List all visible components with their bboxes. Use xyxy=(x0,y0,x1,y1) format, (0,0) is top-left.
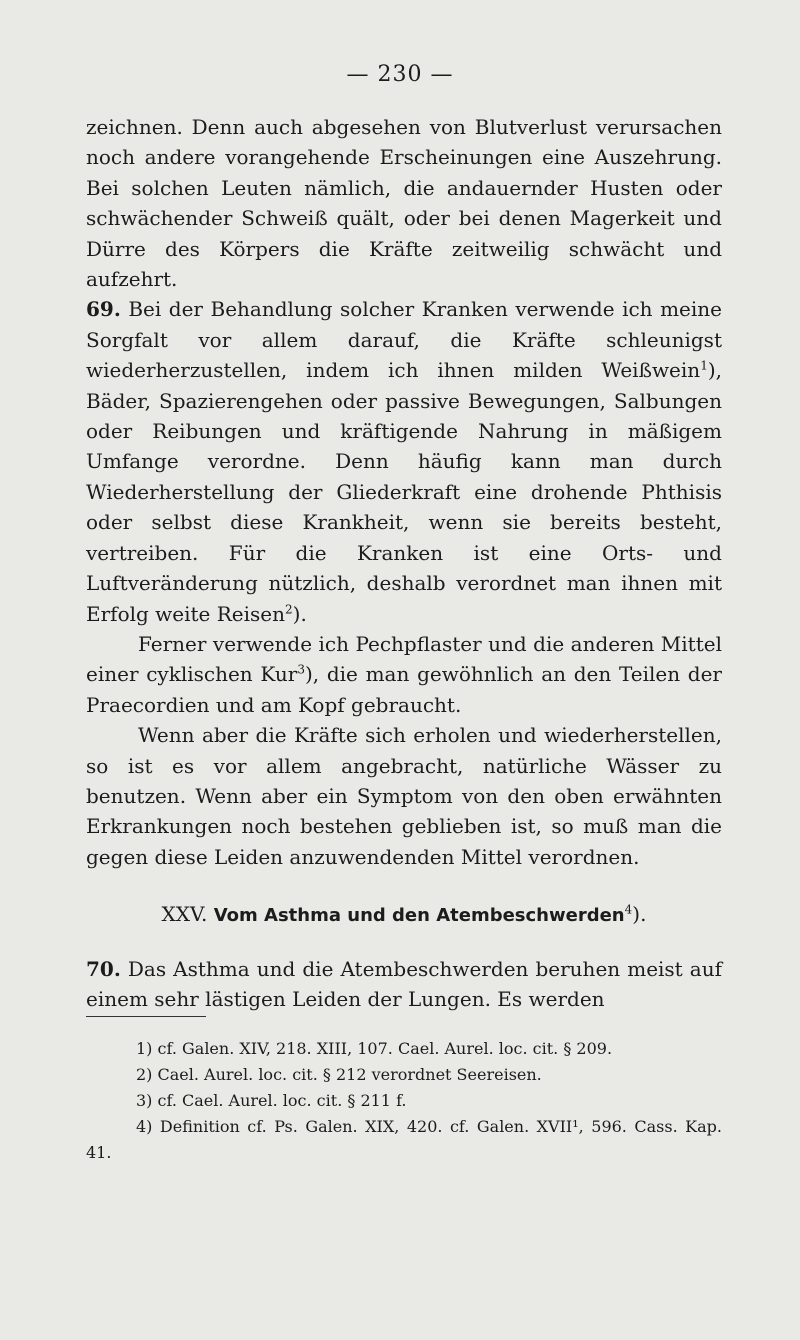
paragraph-70 xyxy=(86,954,722,1015)
text-run: ), Bäder, Spazierengehen oder passive Bewegungen, Salbungen oder Reibungen und kräftigende Nahrung in mäßigem Umfange verordne. Denn häufig kann man durch Wiederherstellung der Gliederkraft eine drohende Phthisis oder selbst diese Krankheit, wenn sie bereits besteht, vertreiben. Für die Kranken ist eine Orts- und Luftveränderung nützlich, deshalb verordnet man ihnen mit Erfolg weite Reisen xyxy=(86,358,722,626)
footnote-ref: 4 xyxy=(624,902,633,917)
footnote-ref: 2 xyxy=(285,601,293,616)
chapter-title: Vom Asthma und den Atembeschwerden xyxy=(213,905,625,927)
section-number: 70. xyxy=(86,956,121,981)
page-number: — 230 — xyxy=(346,62,454,87)
paragraph-69 xyxy=(86,294,722,628)
section-number: 69. xyxy=(86,297,121,322)
chapter-number: XXV. xyxy=(161,902,208,927)
chapter-heading xyxy=(86,899,722,931)
text-run: ). xyxy=(292,601,307,626)
footnote: 4) Definition cf. Ps. Galen. XIX, 420. cf. Galen. XVII¹, 596. Cass. Kap. 41. xyxy=(86,1117,722,1162)
footnotes xyxy=(86,1036,722,1166)
paragraph xyxy=(86,629,722,720)
footnote: 2) Cael. Aurel. loc. cit. § 212 verordnet Seereisen. xyxy=(136,1065,542,1084)
footnote: 1) cf. Galen. XIV, 218. XIII, 107. Cael. Aurel. loc. cit. § 209. xyxy=(136,1039,613,1058)
footnote-ref: 1 xyxy=(700,358,708,373)
paragraph: zeichnen. Denn auch abgesehen von Blutverlust verursachen noch andere vorangehende Erscheinungen eine Auszehrung. Bei solchen Leuten nämlich, die andauernder Husten oder schwächender Schweiß quält, oder bei denen Magerkeit und Dürre des Körpers die Kräfte zeitweilig schwächt und aufzehrt. xyxy=(86,115,722,292)
text-run: Das Asthma und die Atembeschwerden beruhen meist auf einem sehr lästigen Leiden der Lungen. Es werden xyxy=(86,956,722,1011)
text-run: ). xyxy=(632,902,647,927)
text-run: Bei der Behandlung solcher Kranken verwende ich meine Sorgfalt vor allem darauf, die Kräfte schleunigst wiederherzustellen, indem ich ihnen milden Weißwein xyxy=(86,297,722,383)
footnote-ref: 3 xyxy=(297,662,305,677)
footnote-divider xyxy=(86,1016,206,1017)
footnote: 3) cf. Cael. Aurel. loc. cit. § 211 f. xyxy=(136,1091,407,1110)
text-run: ), die man gewöhnlich an den Teilen der Praecordien und am Kopf gebraucht. xyxy=(86,662,722,717)
text-run: Ferner verwende ich Pechpflaster und die anderen Mittel einer cyklischen Kur xyxy=(86,631,722,687)
paragraph: Wenn aber die Kräfte sich erholen und wiederherstellen, so ist es vor allem angebracht, natürliche Wässer zu benutzen. Wenn aber ein Symptom von den oben erwähnten Erkrankungen noch bestehen geblieben ist, so muß man die gegen diese Leiden anzuwendenden Mittel verordnen. xyxy=(86,723,722,869)
main-text xyxy=(86,112,722,1014)
